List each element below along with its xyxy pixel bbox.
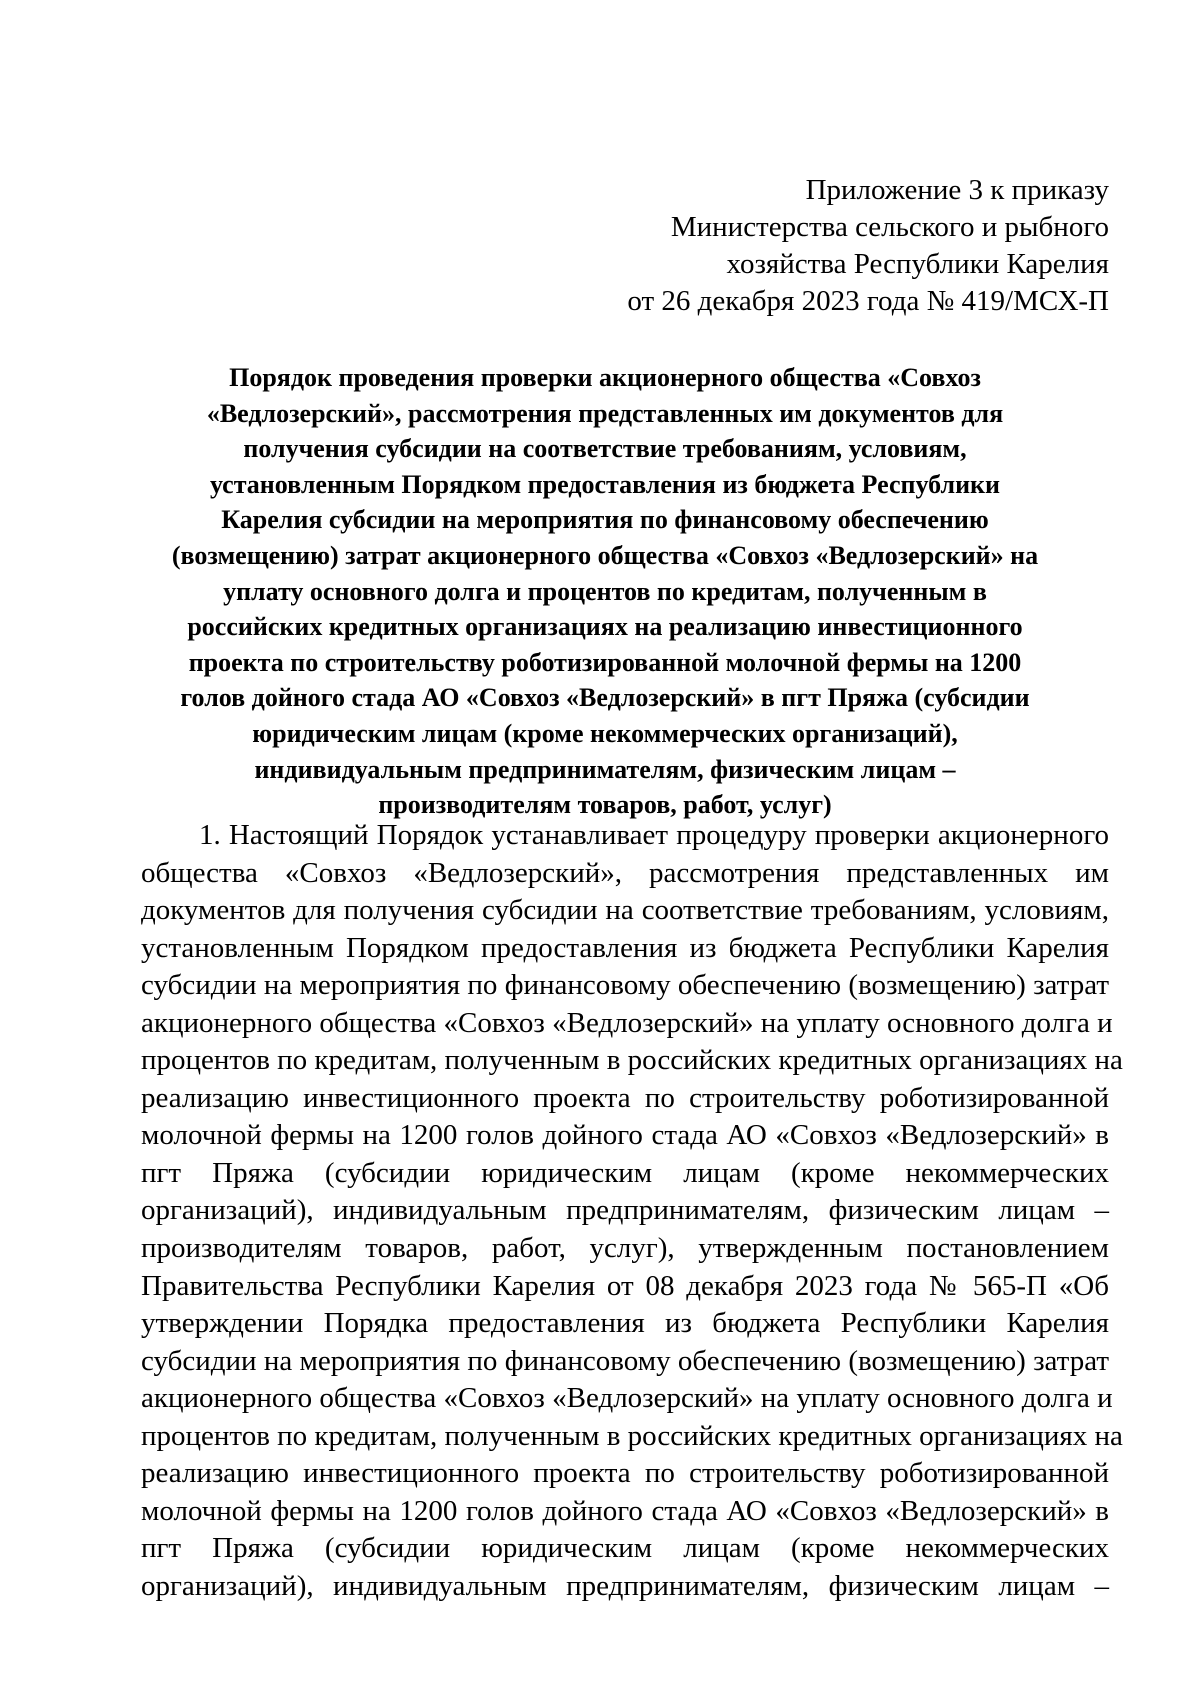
body-line: утверждении Порядка предоставления из бюджета Республики Карелия xyxy=(141,1307,1109,1340)
document-title xyxy=(140,360,1070,823)
body-line: молочной фермы на 1200 голов дойного стада АО «Совхоз «Ведлозерский» в xyxy=(141,1119,1109,1152)
body-line: процентов по кредитам, полученным в российских кредитных организациях на xyxy=(141,1044,1123,1077)
body-line: документов для получения субсидии на соответствие требованиям, условиям, xyxy=(141,894,1109,927)
body-line: реализацию инвестиционного проекта по строительству роботизированной xyxy=(141,1457,1109,1490)
appendix-line: от 26 декабря 2023 года № 419/МСХ-П xyxy=(627,285,1109,317)
body-line: субсидии на мероприятия по финансовому обеспечению (возмещению) затрат xyxy=(141,1344,1109,1377)
appendix-line: Министерства сельского и рыбного xyxy=(670,211,1109,243)
title-line: уплату основного долга и процентов по кредитам, полученным в xyxy=(223,576,987,606)
body-line: производителям товаров, работ, услуг), утвержденным постановлением xyxy=(141,1232,1109,1265)
body-line: общества «Совхоз «Ведлозерский», рассмотрения представленных им xyxy=(141,856,1109,889)
title-line: производителям товаров, работ, услуг) xyxy=(378,790,832,820)
body-line: пгт Пряжа (субсидии юридическим лицам (кроме некоммерческих xyxy=(141,1532,1109,1565)
body-line: акционерного общества «Совхоз «Ведлозерский» на уплату основного долга и xyxy=(141,1382,1113,1415)
title-line: проекта по строительству роботизированной молочной фермы на 1200 xyxy=(188,647,1022,677)
body-line: 1. Настоящий Порядок устанавливает процедуру проверки акционерного xyxy=(199,819,1109,851)
appendix-header xyxy=(509,172,1109,320)
paragraph-1 xyxy=(141,817,1123,1605)
title-line: индивидуальным предпринимателям, физическим лицам – xyxy=(254,754,956,784)
body-line: молочной фермы на 1200 голов дойного стада АО «Совхоз «Ведлозерский» в xyxy=(141,1494,1109,1527)
title-line: Порядок проведения проверки акционерного общества «Совхоз xyxy=(229,363,981,392)
title-line: установленным Порядком предоставления из бюджета Республики xyxy=(209,469,1001,499)
body-line: организаций), индивидуальным предпринимателям, физическим лицам – xyxy=(141,1569,1109,1602)
body-line: Правительства Республики Карелия от 08 декабря 2023 года № 565-П «Об xyxy=(141,1269,1109,1302)
title-line: Карелия субсидии на мероприятия по финансовому обеспечению xyxy=(221,505,989,535)
title-line: российских кредитных организациях на реализацию инвестиционного xyxy=(187,612,1023,642)
title-line: голов дойного стада АО «Совхоз «Ведлозерский» в пгт Пряжа (субсидии xyxy=(180,683,1030,713)
title-line: «Ведлозерский», рассмотрения представленных им документов для xyxy=(206,398,1004,428)
body-line: пгт Пряжа (субсидии юридическим лицам (кроме некоммерческих xyxy=(141,1156,1109,1189)
title-line: юридическим лицам (кроме некоммерческих организаций), xyxy=(252,718,958,748)
title-line: (возмещению) затрат акционерного общества «Совхоз «Ведлозерский» на xyxy=(171,540,1039,570)
body-line: организаций), индивидуальным предпринимателям, физическим лицам – xyxy=(141,1194,1109,1227)
body-line: установленным Порядком предоставления из бюджета Республики Карелия xyxy=(141,931,1109,964)
title-line: получения субсидии на соответствие требованиям, условиям, xyxy=(243,434,967,464)
body-line: субсидии на мероприятия по финансовому обеспечению (возмещению) затрат xyxy=(141,969,1109,1002)
appendix-line: Приложение 3 к приказу xyxy=(805,174,1109,206)
appendix-line: хозяйства Республики Карелия xyxy=(726,248,1109,280)
body-line: процентов по кредитам, полученным в российских кредитных организациях на xyxy=(141,1419,1123,1452)
body-line: акционерного общества «Совхоз «Ведлозерский» на уплату основного долга и xyxy=(141,1006,1113,1039)
body-line: реализацию инвестиционного проекта по строительству роботизированной xyxy=(141,1081,1109,1114)
